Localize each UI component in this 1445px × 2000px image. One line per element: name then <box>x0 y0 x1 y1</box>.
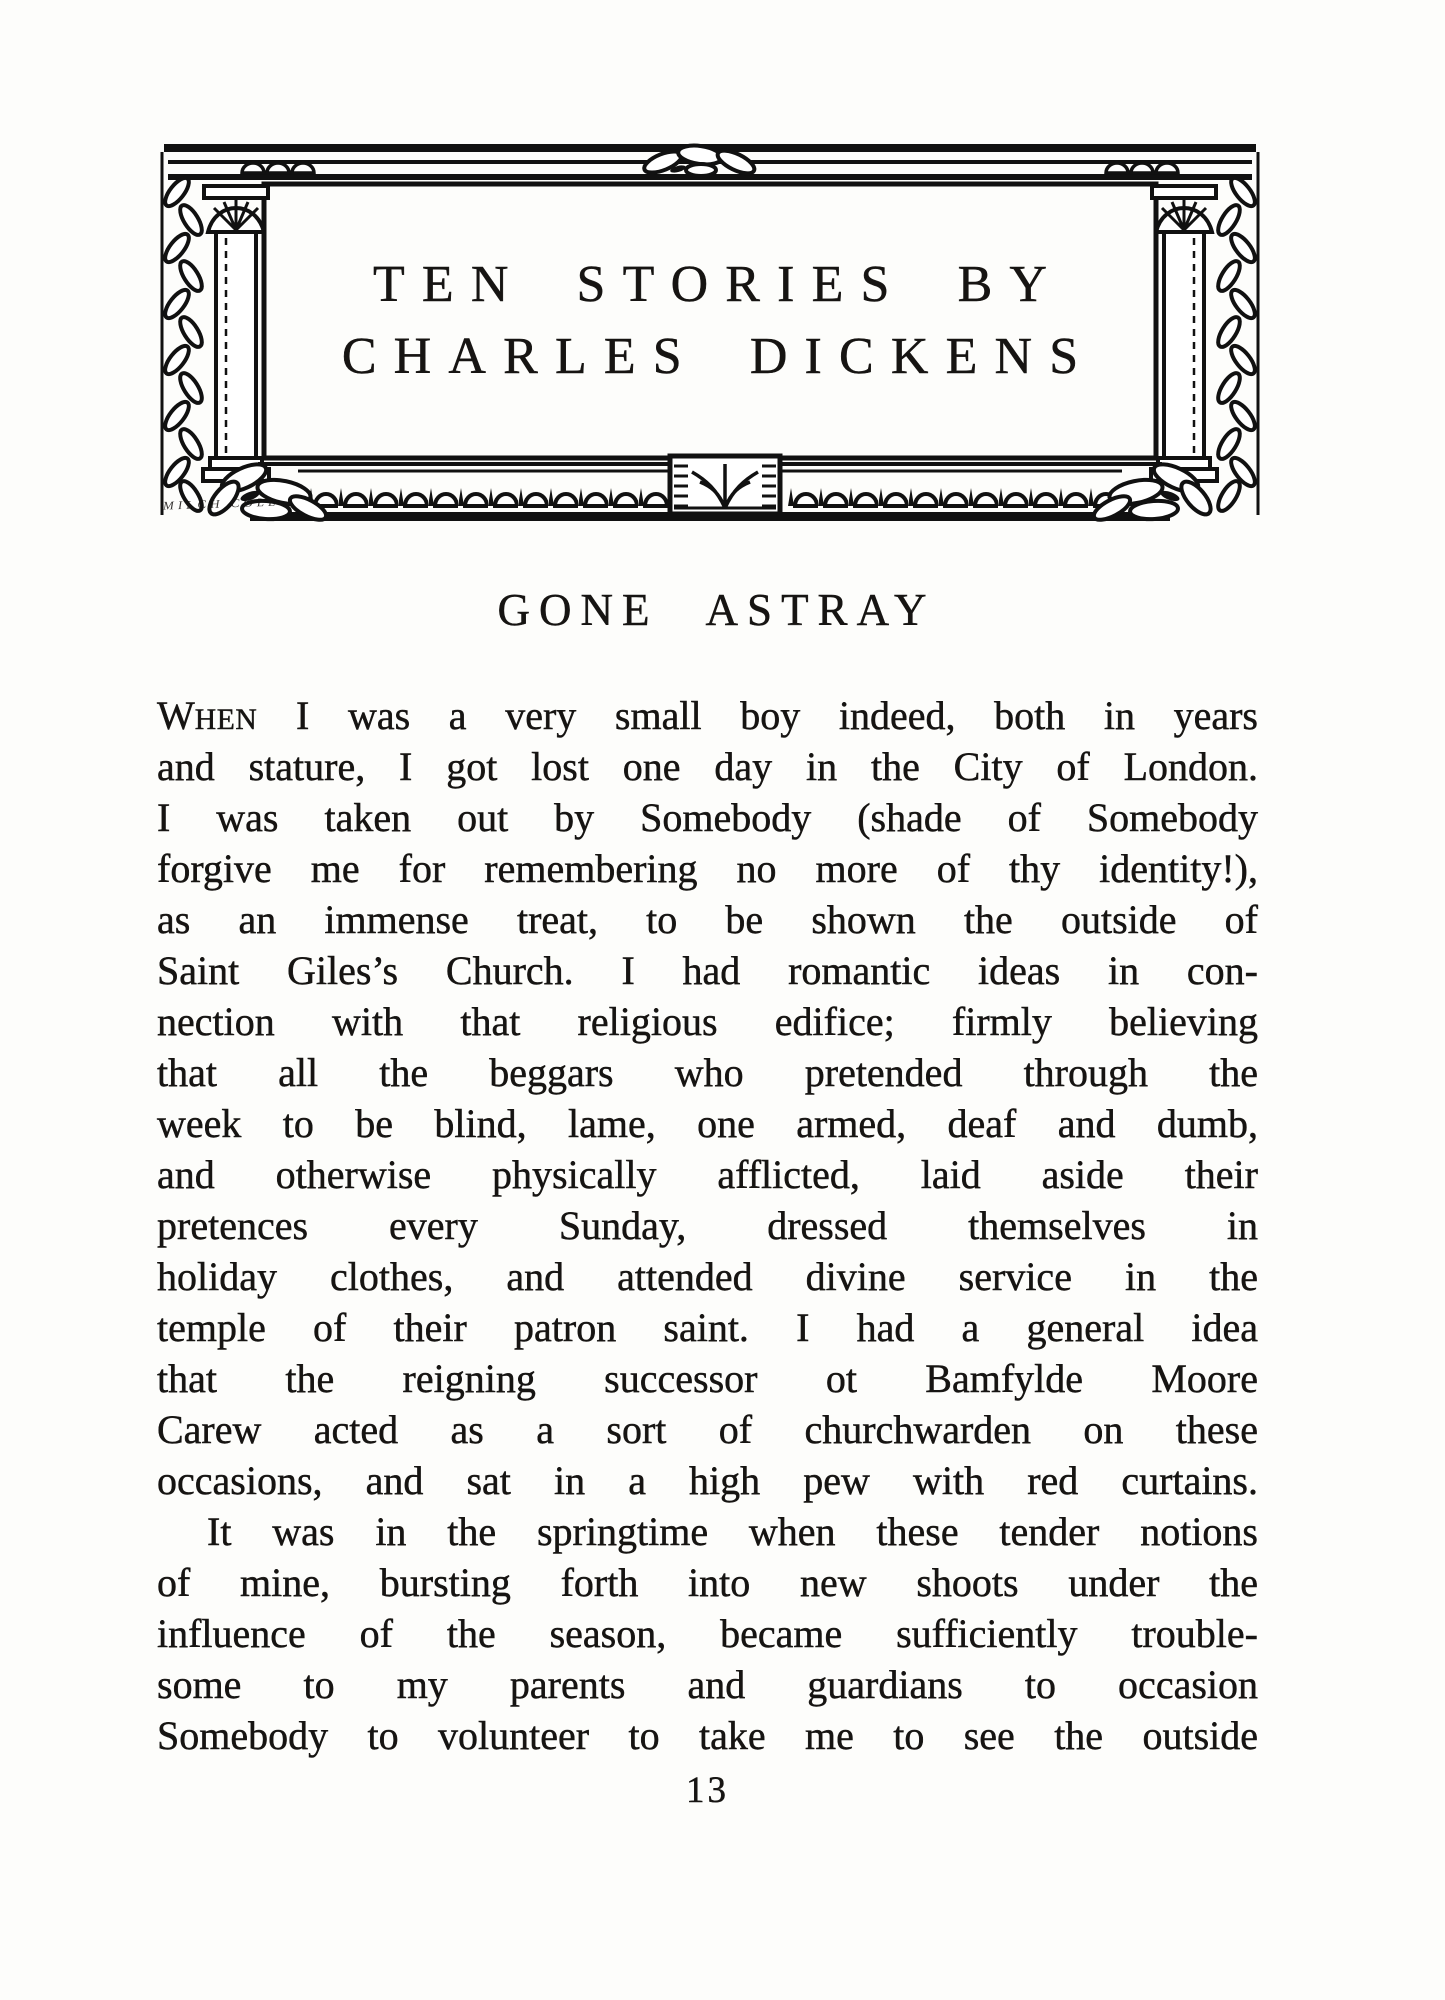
text-line: temple of their patron saint. I had a general idea <box>157 1305 1258 1350</box>
lead-word <box>157 693 257 738</box>
book-title-line2: CHARLES DICKENS <box>341 327 1096 385</box>
text-line: nection with that religious edifice; firmly believing <box>157 999 1258 1044</box>
engraver-signature: MILCH COLL <box>162 494 280 513</box>
text-line: Carew acted as a sort of churchwarden on these <box>157 1407 1258 1452</box>
story-body <box>157 690 1258 1761</box>
text-line <box>157 690 1258 741</box>
lead-initial: W <box>157 693 195 738</box>
text-line: that the reigning successor ot Bamfylde Moore <box>157 1356 1258 1401</box>
text-line: and otherwise physically afflicted, laid aside their <box>157 1152 1258 1197</box>
text-line: week to be blind, lame, one armed, deaf and dumb, <box>157 1101 1258 1146</box>
text-line: and stature, I got lost one day in the City of London. <box>157 744 1258 789</box>
text-line: as an immense treat, to be shown the outside of <box>157 897 1258 942</box>
text-line: influence of the season, became sufficiently trouble- <box>157 1611 1258 1656</box>
text-line: some to my parents and guardians to occasion <box>157 1662 1258 1707</box>
text-line: of mine, bursting forth into new shoots under the <box>157 1560 1258 1605</box>
lead-small-caps: HEN <box>194 704 258 736</box>
text-line: Somebody to volunteer to take me to see the outside <box>157 1713 1258 1758</box>
text-line: forgive me for remembering no more of thy identity!), <box>157 846 1258 891</box>
story-title: GONE ASTRAY <box>497 585 936 635</box>
text-line: Saint Giles’s Church. I had romantic ideas in con- <box>157 948 1258 993</box>
lead-line-rest: I was a very small boy indeed, both in years <box>257 693 1258 738</box>
text-line: It was in the springtime when these tender notions <box>207 1509 1258 1554</box>
title-plate <box>158 140 1262 525</box>
text-line: that all the beggars who pretended through the <box>157 1050 1258 1095</box>
page-number: 13 <box>686 1770 729 1811</box>
text-line: occasions, and sat in a high pew with red curtains. <box>157 1458 1258 1503</box>
text-line: pretences every Sunday, dressed themselves in <box>157 1203 1258 1248</box>
book-title-line1: TEN STORIES BY <box>373 255 1065 313</box>
text-line: I was taken out by Somebody (shade of Somebody <box>157 795 1258 840</box>
text-line: holiday clothes, and attended divine service in the <box>157 1254 1258 1299</box>
